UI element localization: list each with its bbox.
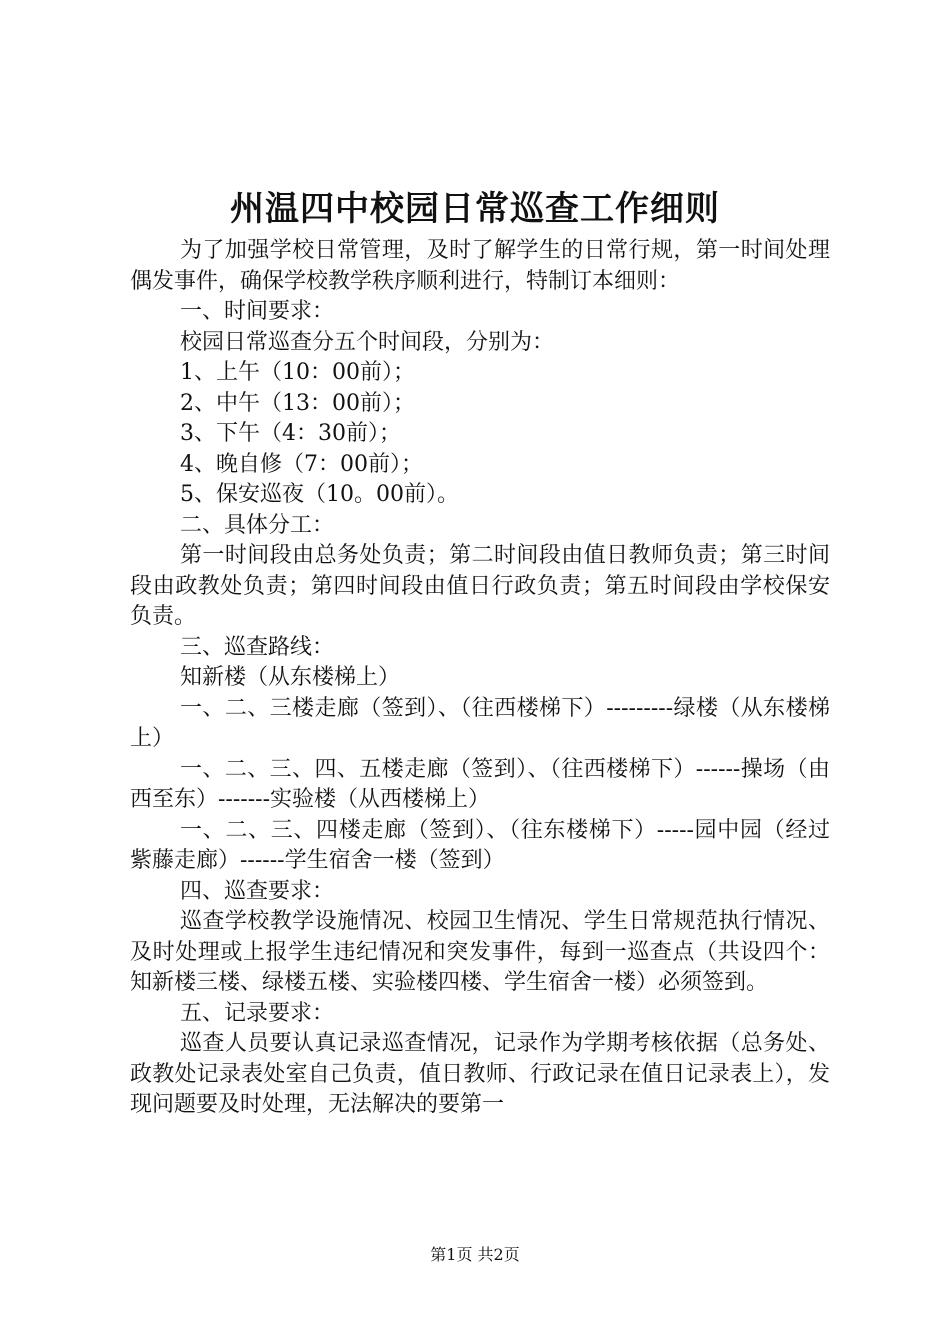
paragraph: 四、巡查要求： xyxy=(180,878,335,904)
paragraph: 三、巡查路线： xyxy=(180,634,335,660)
paragraph: 一、二、三、四、五楼走廊（签到）、（往西楼梯下）------操场（由西至东）-------实验楼（从西楼梯上） xyxy=(130,756,830,812)
paragraph: 2、中午（13：00前）； xyxy=(180,390,415,416)
paragraph: 1、上午（10：00前）； xyxy=(180,360,415,385)
paragraph: 知新楼（从东楼梯上） xyxy=(180,665,401,690)
paragraph: 一、二、三、四楼走廊（签到）、（往东楼梯下）-----园中园（经过紫藤走廊）------学生宿舍一楼（签到） xyxy=(130,817,830,873)
paragraph: 五、记录要求： xyxy=(180,1000,335,1026)
paragraph: 5、保安巡夜（10。00前）。 xyxy=(180,482,459,507)
paragraph: 一、时间要求： xyxy=(180,299,335,324)
document-body xyxy=(130,236,830,1121)
paragraph: 二、具体分工： xyxy=(180,512,335,538)
paragraph: 校园日常巡查分五个时间段，分别为： xyxy=(180,329,555,355)
paragraph: 为了加强学校日常管理，及时了解学生的日常行规，第一时间处理偶发事件，确保学校教学秩序顺利进行，特制订本细则： xyxy=(130,238,830,294)
paragraph: 3、下午（4：30前）； xyxy=(180,421,401,446)
page-footer: 第1页 共2页 xyxy=(430,1245,520,1264)
document-title: 州温四中校园日常巡查工作细则 xyxy=(230,189,720,229)
paragraph: 巡查人员要认真记录巡查情况，记录作为学期考核依据（总务处、政教处记录表处室自己负责，值日教师、行政记录在值日记录表上），发现问题要及时处理，无法解决的要第一 xyxy=(130,1031,830,1117)
paragraph: 巡查学校教学设施情况、校园卫生情况、学生日常规范执行情况、及时处理或上报学生违纪情况和突发事件，每到一巡查点（共设四个：知新楼三楼、绿楼五楼、实验楼四楼、学生宿舍一楼）必须签到。 xyxy=(130,909,830,995)
paragraph: 一、二、三楼走廊（签到）、（往西楼梯下）---------绿楼（从东楼梯上） xyxy=(130,695,830,751)
paragraph: 第一时间段由总务处负责；第二时间段由值日教师负责；第三时间段由政教处负责；第四时间段由值日行政负责；第五时间段由学校保安负责。 xyxy=(130,543,830,629)
paragraph: 4、晚自修（7：00前）； xyxy=(180,451,423,477)
